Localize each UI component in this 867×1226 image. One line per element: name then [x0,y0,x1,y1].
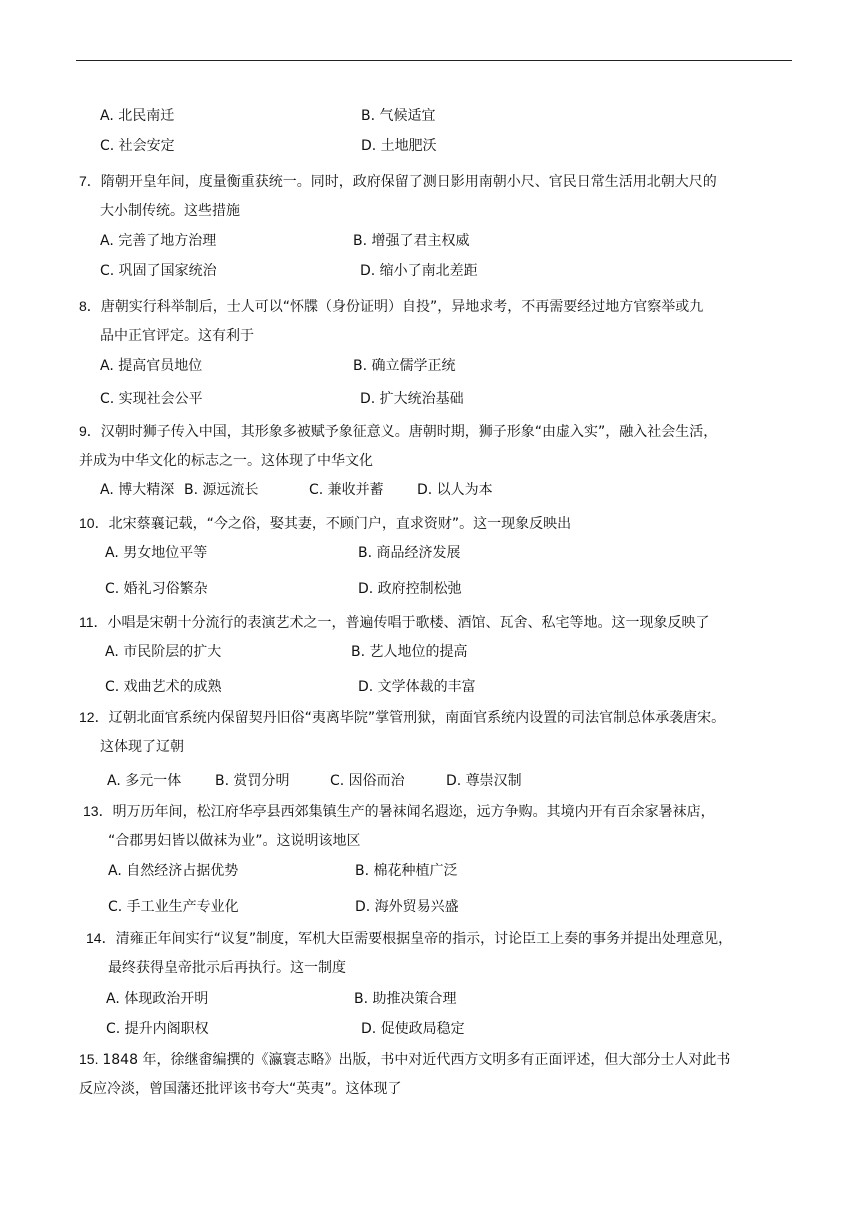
question-text: 汉朝时狮子传入中国，其形象多被赋予象征意义。唐朝时期，狮子形象“由虚入实”，融入社会生活， [100,424,718,440]
option-b: B. 艺人地位的提高 [351,644,468,660]
option-b: B. 气候适宜 [361,108,436,124]
question-number: 8． [79,298,101,314]
question-text: 大小制传统。这些措施 [100,203,240,219]
question-number: 9． [79,423,101,439]
option-c: C. 实现社会公平 [100,391,203,407]
option-d: D. 文学体裁的丰富 [358,679,476,695]
option-d: D. 促使政局稳定 [361,1021,465,1037]
question-text: 小唱是宋朝十分流行的表演艺术之一，普遍传唱于歌楼、酒馆、瓦舍、私宅等地。这一现象反映了 [107,615,710,631]
option-c: C. 手工业生产专业化 [108,899,239,915]
option-d: D. 土地肥沃 [361,138,437,154]
option-b: B. 商品经济发展 [358,545,461,561]
question-number: 12． [79,709,109,725]
question-text: 这体现了辽朝 [100,739,184,755]
question-15-stem [79,1050,730,1068]
option-d: D. 政府控制松弛 [358,581,462,597]
option-b: B. 助推决策合理 [354,991,457,1007]
question-text: “合郡男妇皆以做袜为业”。这说明该地区 [108,833,361,849]
option-a: A. 自然经济占据优势 [108,863,239,879]
question-number: 15. [79,1051,103,1067]
question-text: 清雍正年间实行“议复”制度，军机大臣需要根据皇帝的指示，讨论臣工上奏的事务并提出处理意见， [115,931,733,947]
option-d: D. 以人为本 [417,482,493,498]
question-text: 隋朝开皇年间，度量衡重获统一。同时，政府保留了测日影用南朝小尺、官民日常生活用北朝大尺的 [100,174,717,190]
option-a: A. 体现政治开明 [106,991,209,1007]
option-b: B. 赏罚分明 [215,773,290,789]
question-text: 1848 年，徐继畬编撰的《瀛寰志略》出版，书中对近代西方文明多有正面评述，但大部分士人对此书 [102,1052,731,1068]
question-text: 辽朝北面官系统内保留契丹旧俗“夷离毕院”掌管刑狱，南面官系统内设置的司法官制总体承袭唐宋。 [108,710,726,726]
option-c: C. 兼收并蓄 [309,482,384,498]
option-a: A. 完善了地方治理 [100,233,217,249]
question-text: 并成为中华文化的标志之一。这体现了中华文化 [79,453,373,469]
question-number: 11． [79,614,108,630]
option-b: B. 增强了君主权威 [353,233,470,249]
question-text: 唐朝实行科举制后，士人可以“怀牒（身份证明）自投”，异地求考，不再需要经过地方官察举或九 [100,299,704,315]
question-11-stem [79,613,710,631]
question-number: 14． [86,930,116,946]
header-rule [76,60,792,61]
option-d: D. 尊崇汉制 [446,773,522,789]
option-a: A. 提高官员地位 [100,358,203,374]
option-c: C. 因俗而治 [330,773,405,789]
option-d: D. 海外贸易兴盛 [355,899,459,915]
question-text: 反应冷淡，曾国藩还批评该书夸大“英夷”。这体现了 [79,1081,402,1097]
question-8-stem [79,297,703,315]
option-b: B. 确立儒学正统 [353,358,456,374]
question-14-stem [86,929,732,947]
question-text: 最终获得皇帝批示后再执行。这一制度 [108,960,346,976]
question-number: 10． [79,515,109,531]
option-b: B. 棉花种植广泛 [355,863,458,879]
question-text: 北宋蔡襄记载，“今之俗，娶其妻，不顾门户，直求资财”。这一现象反映出 [108,516,572,532]
option-b: B. 源远流长 [184,482,259,498]
option-a: A. 市民阶层的扩大 [105,644,222,660]
question-number: 13． [83,803,113,819]
option-d: D. 缩小了南北差距 [360,263,478,279]
question-7-stem [79,172,717,190]
option-a: A. 博大精深 [100,482,175,498]
option-c: C. 巩固了国家统治 [100,263,217,279]
option-a: A. 多元一体 [107,773,182,789]
question-number: 7． [79,173,101,189]
option-c: C. 戏曲艺术的成熟 [105,679,222,695]
question-10-stem [79,514,571,532]
question-text: 品中正官评定。这有利于 [100,328,254,344]
question-9-stem [79,422,717,440]
question-12-stem [79,708,725,726]
question-text: 明万历年间，松江府华亭县西郊集镇生产的暑袜闻名遐迩，远方争购。其境内开有百余家暑袜店， [112,804,715,820]
option-c: C. 社会安定 [100,138,175,154]
question-13-stem [83,802,715,820]
option-c: C. 婚礼习俗繁杂 [105,581,208,597]
option-a: A. 男女地位平等 [105,545,208,561]
option-d: D. 扩大统治基础 [360,391,464,407]
option-a: A. 北民南迁 [100,108,175,124]
option-c: C. 提升内阁职权 [106,1021,209,1037]
